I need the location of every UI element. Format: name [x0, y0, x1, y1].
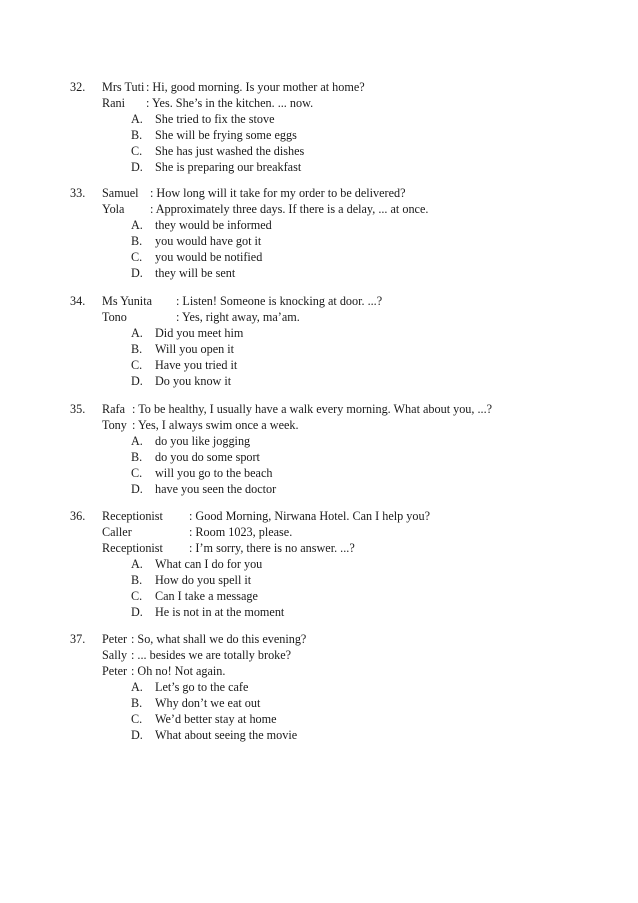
dialogue-line: : ... besides we are totally broke? — [131, 648, 292, 662]
option-letter: D. — [131, 374, 143, 388]
option-letter: D. — [131, 605, 143, 619]
dialogue-line: : How long will it take for my order to be delivered? — [150, 186, 406, 200]
option-text: do you like jogging — [155, 434, 251, 448]
option-text: they will be sent — [155, 266, 236, 280]
option-text: Have you tried it — [155, 358, 238, 372]
option-letter: A. — [131, 557, 143, 571]
speaker-name: Ms Yunita — [102, 294, 152, 308]
speaker-name: Receptionist — [102, 541, 163, 555]
option-letter: C. — [131, 589, 143, 603]
speaker-name: Samuel — [102, 186, 139, 200]
option-text: How do you spell it — [155, 573, 252, 587]
dialogue-line: : Approximately three days. If there is a delay, ... at once. — [150, 202, 429, 216]
option-text: have you seen the doctor — [155, 482, 277, 496]
speaker-name: Sally — [102, 648, 128, 662]
option-text: What can I do for you — [155, 557, 263, 571]
dialogue-line: : Listen! Someone is knocking at door. ...? — [176, 294, 383, 308]
option-letter: B. — [131, 128, 143, 142]
option-letter: C. — [131, 358, 143, 372]
dialogue-line: : Hi, good morning. Is your mother at home? — [146, 80, 365, 94]
option-letter: D. — [131, 728, 143, 742]
option-text: Can I take a message — [155, 589, 258, 603]
option-letter: A. — [131, 680, 143, 694]
dialogue-line: : So, what shall we do this evening? — [131, 632, 307, 646]
dialogue-line: : Good Morning, Nirwana Hotel. Can I help you? — [189, 509, 430, 523]
option-letter: A. — [131, 434, 143, 448]
option-letter: B. — [131, 342, 143, 356]
option-text: We’d better stay at home — [155, 712, 277, 726]
option-text: Do you know it — [155, 374, 232, 388]
option-text: Did you meet him — [155, 326, 244, 340]
option-text: Let’s go to the cafe — [155, 680, 249, 694]
option-text: He is not in at the moment — [155, 605, 285, 619]
option-text: Why don’t we eat out — [155, 696, 261, 710]
question-number: 37. — [70, 632, 86, 646]
option-letter: D. — [131, 482, 143, 496]
option-letter: B. — [131, 696, 143, 710]
option-text: you would be notified — [155, 250, 263, 264]
option-text: will you go to the beach — [155, 466, 273, 480]
speaker-name: Caller — [102, 525, 132, 539]
dialogue-line: : Yes, I always swim once a week. — [132, 418, 299, 432]
option-letter: B. — [131, 234, 143, 248]
dialogue-line: : I’m sorry, there is no answer. ...? — [189, 541, 355, 555]
option-text: Will you open it — [155, 342, 235, 356]
speaker-name: Mrs Tuti — [102, 80, 145, 94]
speaker-name: Peter — [102, 664, 128, 678]
option-text: She tried to fix the stove — [155, 112, 275, 126]
option-letter: C. — [131, 466, 143, 480]
dialogue-line: : To be healthy, I usually have a walk every morning. What about you, ...? — [132, 402, 493, 416]
option-text: She is preparing our breakfast — [155, 160, 302, 174]
option-text: What about seeing the movie — [155, 728, 298, 742]
speaker-name: Rani — [102, 96, 126, 110]
question-number: 34. — [70, 294, 86, 308]
option-letter: A. — [131, 218, 143, 232]
question-number: 33. — [70, 186, 86, 200]
option-text: they would be informed — [155, 218, 272, 232]
option-letter: A. — [131, 326, 143, 340]
speaker-name: Tony — [102, 418, 127, 432]
speaker-name: Yola — [102, 202, 125, 216]
option-letter: D. — [131, 266, 143, 280]
option-letter: A. — [131, 112, 143, 126]
dialogue-line: : Yes. She’s in the kitchen. ... now. — [146, 96, 314, 110]
question-number: 36. — [70, 509, 86, 523]
dialogue-line: : Room 1023, please. — [189, 525, 293, 539]
speaker-name: Tono — [102, 310, 127, 324]
dialogue-line: : Yes, right away, ma’am. — [176, 310, 300, 324]
question-number: 32. — [70, 80, 86, 94]
question-number: 35. — [70, 402, 86, 416]
option-letter: B. — [131, 450, 143, 464]
option-letter: B. — [131, 573, 143, 587]
speaker-name: Peter — [102, 632, 128, 646]
speaker-name: Receptionist — [102, 509, 163, 523]
option-text: you would have got it — [155, 234, 262, 248]
option-text: She will be frying some eggs — [155, 128, 297, 142]
option-text: do you do some sport — [155, 450, 260, 464]
option-letter: C. — [131, 144, 143, 158]
option-letter: D. — [131, 160, 143, 174]
option-letter: C. — [131, 712, 143, 726]
option-letter: C. — [131, 250, 143, 264]
speaker-name: Rafa — [102, 402, 126, 416]
dialogue-line: : Oh no! Not again. — [131, 664, 226, 678]
option-text: She has just washed the dishes — [155, 144, 305, 158]
